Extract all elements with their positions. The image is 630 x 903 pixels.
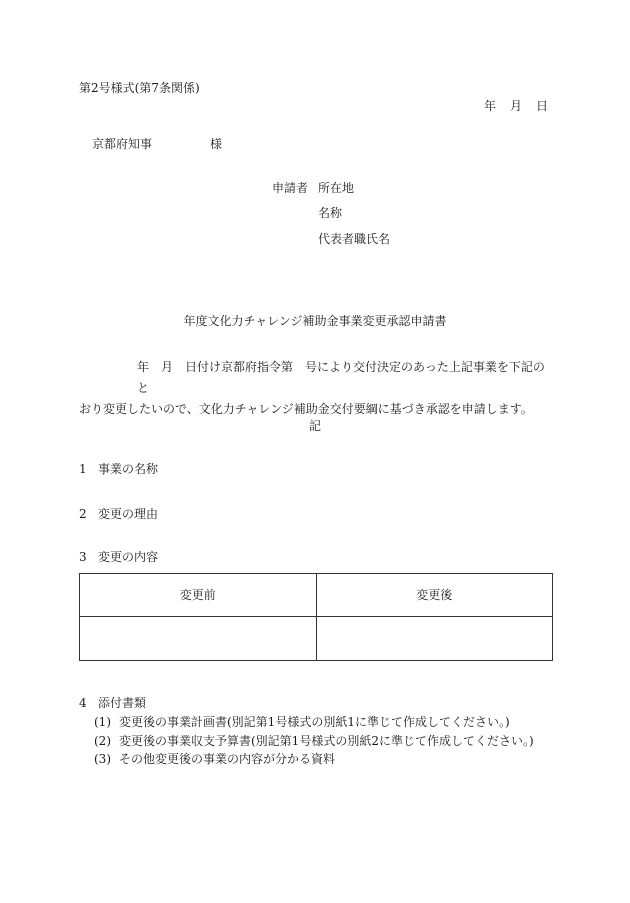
attachment-item [94, 735, 534, 747]
applicant-address-label: 所在地 [318, 181, 355, 195]
change-content-table [79, 573, 553, 661]
attachment-text: 変更後の事業収支予算書(別記第1号様式の別紙2に準じて作成してください。) [119, 734, 534, 748]
ki-heading: 記 [308, 419, 321, 433]
applicant-label: 申請者 [272, 181, 309, 195]
cell-before-change[interactable] [80, 617, 317, 661]
attachment-number: (3) [94, 752, 111, 766]
table-header-row [80, 574, 553, 617]
section-number: 4 [79, 696, 87, 710]
applicant-representative-label: 代表者職氏名 [318, 232, 391, 246]
table-row [80, 617, 553, 661]
attachment-text: その他変更後の事業の内容が分かる資料 [119, 752, 336, 766]
attachment-number: (2) [94, 734, 111, 748]
section-number: 1 [79, 462, 87, 476]
document-title: 年度文化力チャレンジ補助金事業変更承認申請書 [183, 314, 447, 328]
header-after-change: 変更後 [316, 574, 553, 617]
body-line-2: おり変更したいので、文化力チャレンジ補助金交付要綱に基づき承認を申請します。 [79, 402, 533, 416]
section-label: 添付書類 [98, 696, 147, 710]
date-line [484, 100, 548, 112]
recipient-honorific: 様 [210, 137, 223, 151]
recipient-name: 京都府知事 [92, 137, 153, 151]
attachment-item [94, 753, 335, 765]
section-change-content [79, 551, 158, 563]
section-business-name [79, 463, 158, 475]
recipient [92, 138, 222, 150]
body-line-1: 年 月 日付け京都府指令第 号により交付決定のあった上記事業を下記のと [137, 360, 545, 395]
attachment-item [94, 716, 510, 728]
section-label: 変更の内容 [98, 550, 159, 564]
attachment-text: 変更後の事業計画書(別記第1号様式の別紙1に準じて作成してください。) [119, 715, 510, 729]
section-label: 事業の名称 [98, 462, 159, 476]
date-day-label: 日 [536, 99, 549, 113]
section-label: 変更の理由 [98, 507, 159, 521]
attachment-number: (1) [94, 715, 111, 729]
section-attachments [79, 697, 146, 709]
section-change-reason [79, 508, 158, 520]
body-paragraph [79, 357, 553, 420]
section-number: 2 [79, 507, 87, 521]
date-month-label: 月 [510, 99, 523, 113]
section-number: 3 [79, 550, 87, 564]
form-number: 第2号様式(第7条関係) [79, 81, 200, 95]
cell-after-change[interactable] [316, 617, 553, 661]
header-before-change: 変更前 [80, 574, 317, 617]
date-year-label: 年 [484, 99, 497, 113]
applicant-name-label: 名称 [318, 206, 343, 220]
